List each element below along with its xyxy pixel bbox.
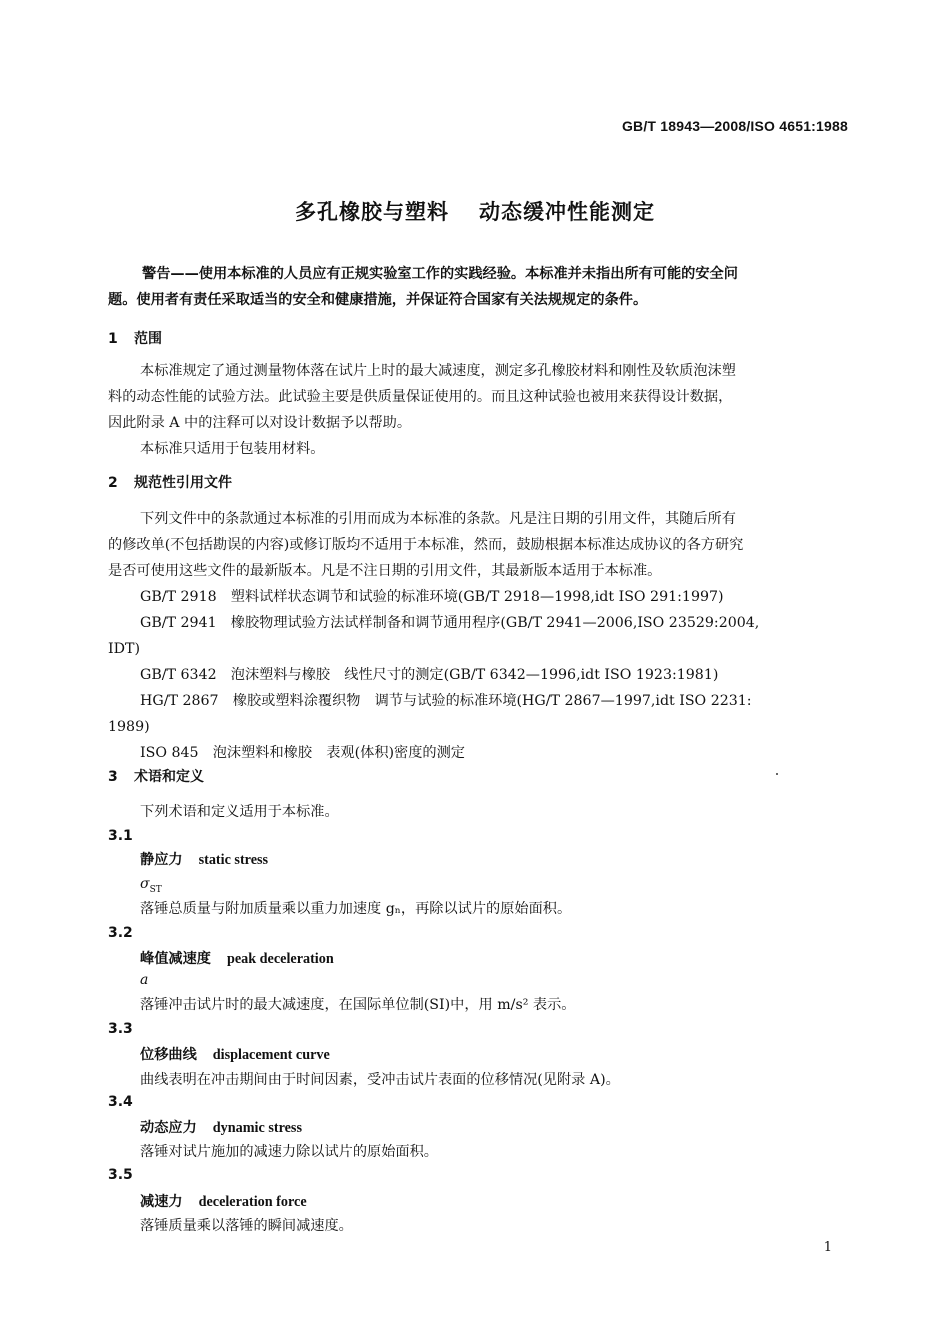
title-part2: 动态缓冲性能测定 [479,200,655,224]
s2-p1-line3: 是否可使用这些文件的最新版本。凡是不注日期的引用文件，其最新版本适用于本标准。 [108,563,662,579]
document-title [0,196,950,226]
warning-block [108,261,850,313]
ref-gbt6342: GB/T 6342 泡沫塑料与橡胶 线性尺寸的测定(GB/T 6342—1996,idt ISO 1923:1981) [140,667,719,683]
s1-p1-line1: 本标准规定了通过测量物体落在试片上时的最大减速度，测定多孔橡胶材料和刚性及软质泡沫塑 [140,363,736,379]
section-1-heading: 1 范围 [108,331,162,347]
term-heading: 静应力 static stress [140,852,269,868]
ref-gbt2941: GB/T 2941 橡胶物理试验方法试样制备和调节通用程序(GB/T 2941—2006,ISO 23529:2004, [140,615,760,631]
ref-hgt2867-cont: 1989) [108,719,150,735]
s2-p1-line2: 的修改单(不包括勘误的内容)或修订版均不适用于本标准，然而，鼓励根据本标准达成协议的各方研究 [108,537,744,553]
term-number: 3.3 [108,1021,133,1037]
section-3-heading: 3 术语和定义 [108,769,204,785]
term-heading: 减速力 deceleration force [140,1194,307,1210]
term-definition: 落锤总质量与附加质量乘以重力加速度 gₙ，再除以试片的原始面积。 [140,901,572,917]
section-2-heading: 2 规范性引用文件 [108,475,232,491]
term-definition: 曲线表明在冲击期间由于时间因素，受冲击试片表面的位移情况(见附录 A)。 [140,1072,620,1088]
term-number: 3.5 [108,1167,133,1183]
s1-p1-line2: 料的动态性能的试验方法。此试验主要是供质量保证使用的。而且这种试验也被用来获得设计数据， [108,389,733,405]
title-part1: 多孔橡胶与塑料 [295,200,449,224]
term-number: 3.4 [108,1094,133,1110]
warning-line-2: 题。使用者有责任采取适当的安全和健康措施，并保证符合国家有关法规规定的条件。 [108,292,648,308]
ref-hgt2867: HG/T 2867 橡胶或塑料涂覆织物 调节与试验的标准环境(HG/T 2867—1997,idt ISO 2231: [140,693,752,709]
term-heading: 峰值减速度 peak deceleration [140,951,334,967]
term-number: 3.2 [108,925,133,941]
s1-p2: 本标准只适用于包装用材料。 [140,441,325,457]
section-3-intro: 下列术语和定义适用于本标准。 [140,804,339,820]
term-symbol: a [140,972,149,988]
section-1-paragraph [108,358,850,462]
section-2-paragraph [108,506,850,766]
term-definition: 落锤质量乘以落锤的瞬间减速度。 [140,1218,353,1234]
term-definition: 落锤冲击试片时的最大减速度，在国际单位制(SI)中，用 m/s² 表示。 [140,997,576,1013]
standard-code: GB/T 18943—2008/ISO 4651:1988 [621,118,848,134]
ref-iso845: ISO 845 泡沫塑料和橡胶 表观(体积)密度的测定 [140,745,465,761]
term-definition: 落锤对试片施加的减速力除以试片的原始面积。 [140,1144,438,1160]
ref-gbt2918: GB/T 2918 塑料试样状态调节和试验的标准环境(GB/T 2918—1998,idt ISO 291:1997) [140,589,724,605]
page-number: 1 [823,1240,832,1255]
warning-line-1: 警告——使用本标准的人员应有正规实验室工作的实践经验。本标准并未指出所有可能的安全问 [142,266,738,282]
term-number: 3.1 [108,828,133,844]
term-heading: 动态应力 dynamic stress [140,1120,302,1136]
term-symbol: $\sigma_{ST}$ [140,876,162,895]
s1-p1-line3: 因此附录 A 中的注释可以对设计数据予以帮助。 [108,415,412,431]
scan-speck [776,773,778,775]
s2-p1-line1: 下列文件中的条款通过本标准的引用而成为本标准的条款。凡是注日期的引用文件，其随后所有 [140,511,736,527]
term-heading: 位移曲线 displacement curve [140,1047,330,1063]
ref-gbt2941-cont: IDT) [108,641,140,657]
